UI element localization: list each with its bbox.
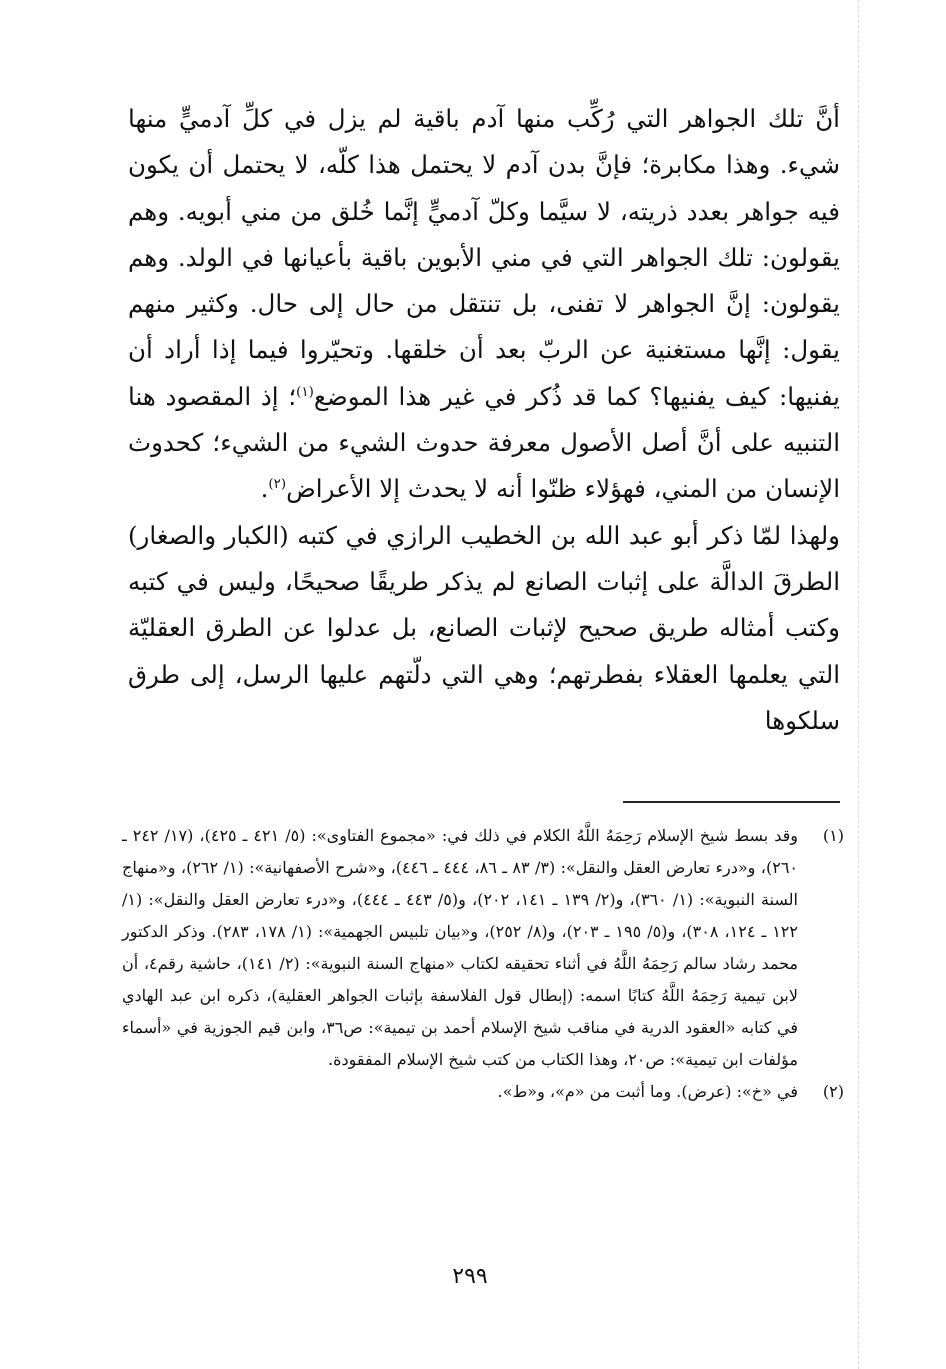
footnote-separator [623,801,840,803]
paragraph-2: ولهذا لمّا ذكر أبو عبد الله بن الخطيب الرازي في كتبه (الكبار والصغار) الطرقَ الدالَّة على إثبات الصانع لم يذكر طريقًا صحيحًا، وليس في كتبه وكتب أمثاله طريق صحيح لإثبات الصانع، بل عدلوا عن الطرق العقليّة التي يعلمها العقلاء بفطرتهم؛ وهي التي دلّتهم عليها الرسل، إلى طرق سلكوها [128,520,840,735]
footnote-ref-2[interactable]: (٢) [268,476,287,493]
paragraph-1 [128,96,840,513]
paragraph-1-end: . [260,474,269,504]
footnote-1-text: وقد بسط شيخ الإسلام رَحِمَهُ اللَّهُ الكلام في ذلك في: «مجموع الفتاوى»: (٥/ ٤٢١ ـ ٤٢٥)، (١٧/ ٢٤٢ ـ ٢٦٠)، و«درء تعارض العقل والنقل»: (٣/ ٨٣ ـ ٨٦، ٤٤٤ ـ ٤٤٦)، و«شرح الأصفهانية»: (١/ ٢٦٢)، و«منهاج السنة النبوية»: (١/ ٣٦٠)، و(٢/ ١٣٩ ـ ١٤١، ٢٠٢)، و(٥/ ٤٤٣ ـ ٤٤٤)، و«درء تعارض العقل والنقل»: (١/ ١٢٢ ـ ١٢٤، ٣٠٨)، و(٥/ ١٩٥ ـ ٢٠٣)، و(٨/ ٢٥٢)، و«بيان تلبيس الجهمية»: (١/ ١٧٨، ٢٨٣). وذكر الدكتور محمد رشاد سالم رَحِمَهُ اللَّهُ في أثناء تحقيقه لكتاب «منهاج السنة النبوية»: (٢/ ١٤١)، حاشية رقم٤، أن لابن تيمية رَحِمَهُ اللَّهُ كتابًا اسمه: (إبطال قول الفلاسفة بإثبات الجواهر العقلية)، ذكره ابن عبد الهادي في كتابه «العقود الدرية في مناقب شيخ الإسلام أحمد بن تيمية»: ص٣٦، وابن قيم الجوزية في «أسماء مؤلفات ابن تيمية»: ص٢٠، وهذا الكتاب من كتب شيخ الإسلام المفقودة. [122,826,799,1069]
footnote-ref-1[interactable]: (١) [296,383,314,400]
main-body-text [128,96,840,744]
paragraph-1-continuation: ؛ إذ المقصود هنا التنبيه على أنَّ أصل الأصول معرفة حدوث الشيء من الشيء؛ كحدوث الإنسان من المني، فهؤلاء ظنّوا أنه لا يحدث إلا الأعراض [128,381,840,504]
footnote-2 [122,1076,844,1108]
footnote-1-number: (١) [822,826,844,845]
footnote-2-text: في «خ»: (عرض). وما أثبت من «م»، و«ط». [497,1082,798,1101]
footnotes-section [122,820,844,1108]
paragraph-1-text: أنَّ تلك الجواهر التي رُكِّب منها آدم باقية لم يزل في كلِّ آدميٍّ منها شيء. وهذا مكابرة؛ فإنَّ بدن آدم لا يحتمل هذا كلّه، لا يحتمل أن يكون فيه جواهر بعدد ذريته، لا سيَّما وكلّ آدميٍّ إنَّما خُلق من مني أبويه. وهم يقولون: تلك الجواهر التي في مني الأبوين باقية بأعيانها في الولد. وهم يقولون: إنَّ الجواهر لا تفنى، بل تنتقل من حال إلى حال. وكثير منهم يقول: إنَّها مستغنية عن الربّ بعد أن خلقها. وتحيّروا فيما إذا أراد أن يفنيها: كيف يفنيها؟ كما قد ذُكر في غير هذا الموضع [128,104,840,411]
footnote-2-number: (٢) [822,1082,844,1101]
page-margin-guide [858,0,859,1369]
page-number: ٢٩٩ [452,1264,488,1289]
footnote-1 [122,820,844,1076]
